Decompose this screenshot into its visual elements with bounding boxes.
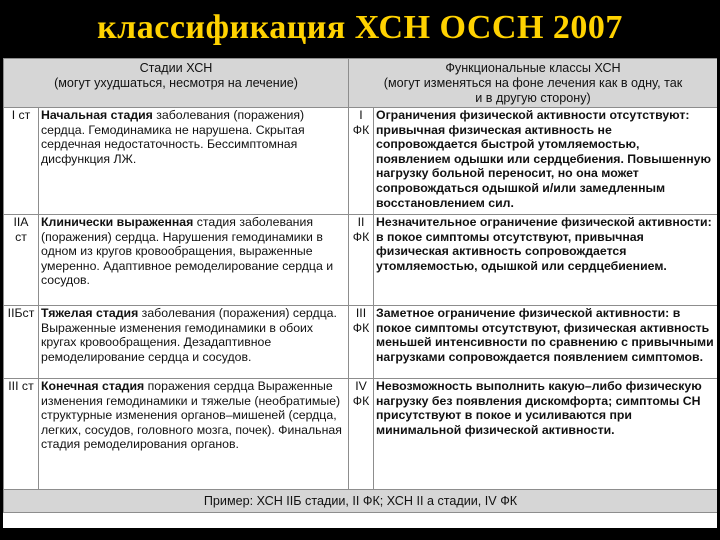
fc-description: Невозможность выполнить какую–либо физическую нагрузку без появления дискомфорта; симптомы СН присутствуют в покое и усиливаются при минимальной физической активности. <box>374 379 718 490</box>
header-stages: Стадии ХСН (могут ухудшаться, несмотря на лечение) <box>4 59 349 108</box>
stage-name: Клинически выраженная <box>41 215 194 229</box>
stage-name: Конечная стадия <box>41 379 145 393</box>
fc-description: Незначительное ограничение физической активности: в покое симптомы отсутствуют, привычная физическая активность сопровождается утомляемостью, одышкой или сердцебиением. <box>374 215 718 306</box>
example-row <box>4 490 718 513</box>
classification-table <box>3 58 717 513</box>
example-text: Пример: ХСН IIБ стадии, II ФК; ХСН II а стадии, IV ФК <box>4 490 718 513</box>
fc-number: II ФК <box>349 215 374 306</box>
stage-number: III ст <box>4 379 39 490</box>
stage-number: I ст <box>4 108 39 215</box>
fc-number: III ФК <box>349 306 374 379</box>
table-row <box>4 108 718 215</box>
table-header-row <box>4 59 718 108</box>
table-row <box>4 306 718 379</box>
table-row <box>4 215 718 306</box>
table-row <box>4 379 718 490</box>
fc-number: IV ФК <box>349 379 374 490</box>
stage-number: IIА ст <box>4 215 39 306</box>
classification-table-card <box>3 58 717 528</box>
stage-text: заболевания (поражения) сердца. Выраженные изменения гемодинамики в обоих кругах кровообращения. Дезадаптивное ремоделирование сердца и сосудов. <box>41 306 337 364</box>
fc-description: Заметное ограничение физической активности: в покое симптомы отсутствуют, физическая активность меньшей интенсивности по сравнению с привычными нагрузками сопровождается появлением симптомов. <box>374 306 718 379</box>
stage-number: IIБст <box>4 306 39 379</box>
stage-description <box>39 306 349 379</box>
header-classes: Функциональные классы ХСН (могут изменяться на фоне лечения как в одну, так и в другую сторону) <box>349 59 718 108</box>
stage-text: стадия заболевания (поражения) сердца. Нарушения гемодинамики в одном из кругов кровообращения, выраженные умеренно. Адаптивное ремоделирование сердца и сосудов. <box>41 215 334 288</box>
fc-description: Ограничения физической активности отсутствуют: привычная физическая активность не сопровождается быстрой утомляемостью, появлением одышки или сердцебиения. Повышенную нагрузку больной переносит, но она может сопровождаться одышкой и/или замедленным восстановлением сил. <box>374 108 718 215</box>
slide-title: классификация ХСН ОССН 2007 <box>97 9 623 46</box>
stage-text: поражения сердца Выраженные изменения гемодинамики и тяжелые (необратимые) структурные изменения органов–мишеней (сердца, легких, сосудов, головного мозга, почек). Финальная стадия ремоделирования органов. <box>41 379 342 452</box>
stage-description <box>39 108 349 215</box>
stage-text: заболевания (поражения) сердца. Гемодинамика не нарушена. Скрытая сердечная недостаточность. Бессимптомная дисфункция ЛЖ. <box>41 108 305 166</box>
stage-name: Тяжелая стадия <box>41 306 139 320</box>
stage-name: Начальная стадия <box>41 108 153 122</box>
fc-number: I ФК <box>349 108 374 215</box>
stage-description <box>39 379 349 490</box>
stage-description <box>39 215 349 306</box>
